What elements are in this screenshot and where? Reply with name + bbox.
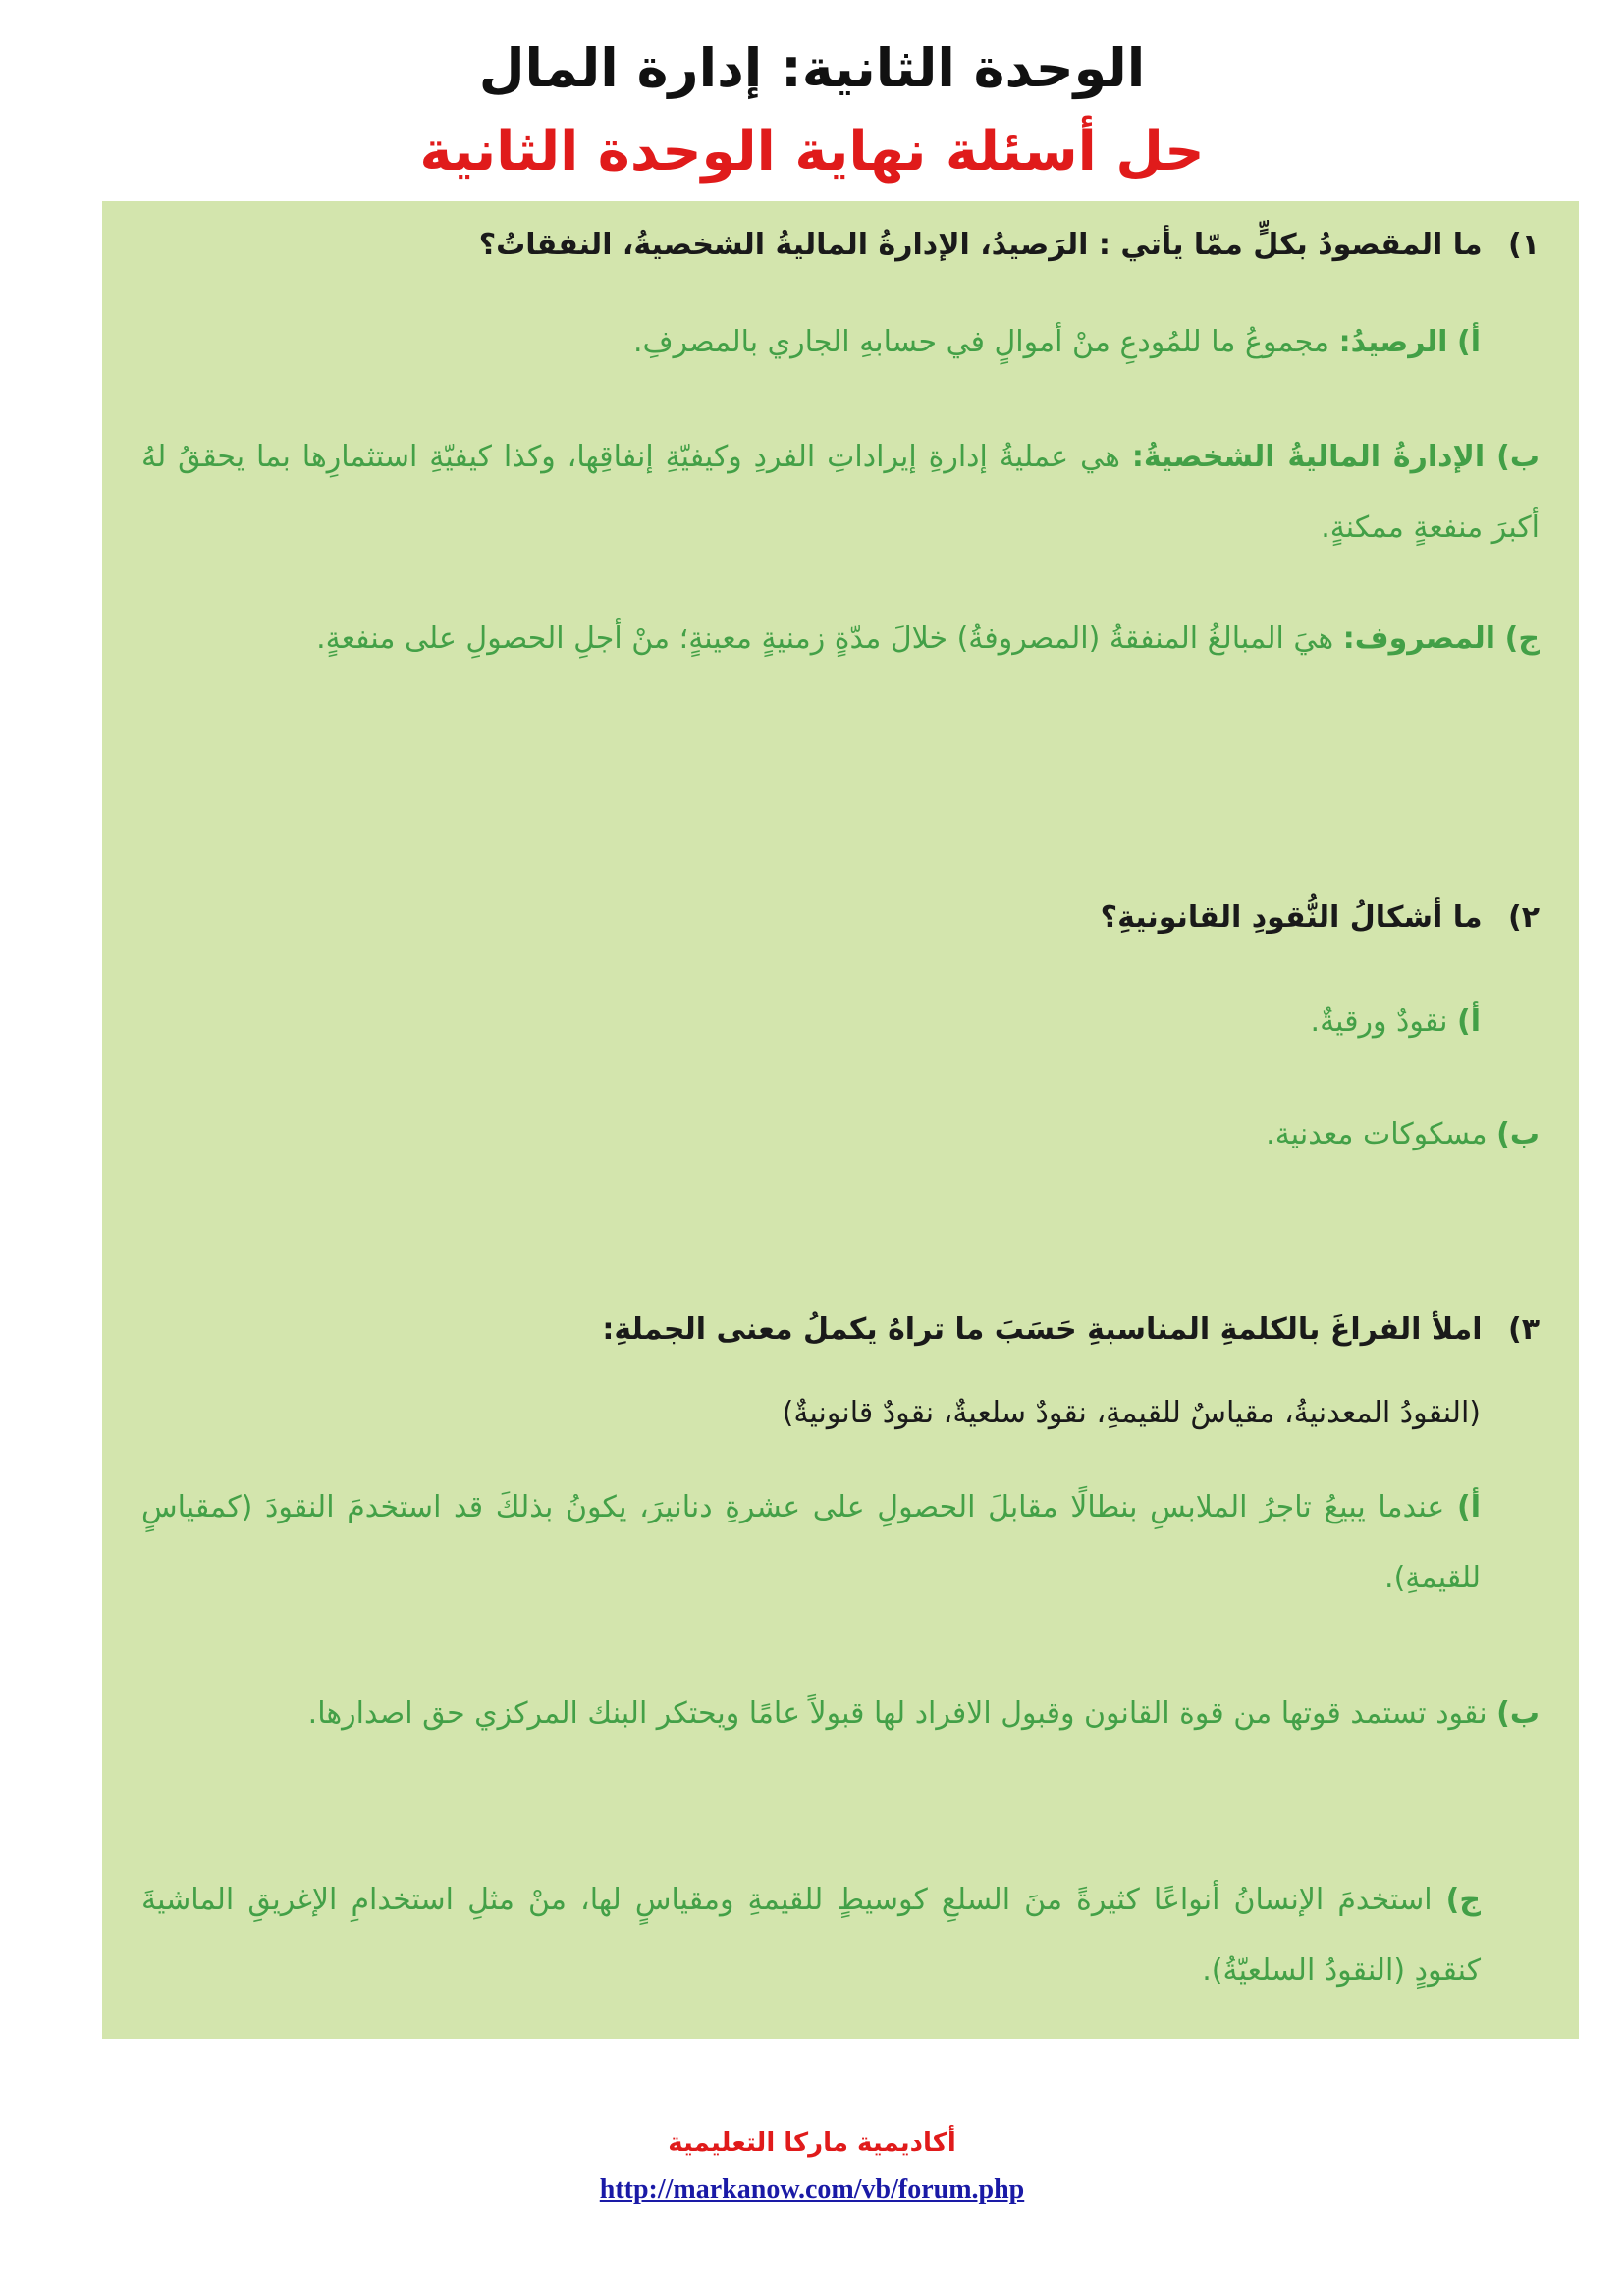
answer-1b-text: هي عمليةُ إدارةِ إيراداتِ الفردِ وكيفيّةِ إنفاقِها، وكذا كيفيّةِ استثمارِها بما يحققُ لهُ أكبرَ منفعةٍ ممكنةٍ. bbox=[141, 440, 1540, 545]
question-3-choices: (النقودُ المعدنيةُ، مقياسٌ للقيمةِ، نقودٌ سلعيةٌ، نقودٌ قانونيةٌ) bbox=[782, 1396, 1481, 1430]
answer-1c-term: المصروف: bbox=[1342, 621, 1496, 656]
answer-2a-label: أ) bbox=[1457, 1004, 1481, 1039]
question-1 bbox=[479, 221, 1540, 270]
answer-3c bbox=[141, 1865, 1481, 2006]
answer-1a-term: الرصيدُ: bbox=[1338, 325, 1448, 359]
answer-3c-text: استخدمَ الإنسانُ أنواعًا كثيرةً منَ السلعِ كوسيطٍ للقيمةِ ومقياسٍ لها، منْ مثلِ استخدامِ الإغريقِ الماشيةَ كنقودٍ (النقودُ السلعيّةُ). bbox=[141, 1883, 1481, 1988]
question-1-number: ١) bbox=[1507, 228, 1540, 262]
answer-3a-label: أ) bbox=[1456, 1490, 1481, 1524]
answer-1c-text: هيَ المبالغُ المنفقةُ (المصروفةُ) خلالَ مدّةٍ زمنيةٍ معينةٍ؛ منْ أجلِ الحصولِ على منفعةٍ. bbox=[316, 621, 1334, 656]
answer-2b-text: مسكوكات معدنية. bbox=[1266, 1117, 1488, 1151]
unit-title: الوحدة الثانية: إدارة المال bbox=[478, 37, 1146, 99]
answer-3b-label: ب) bbox=[1496, 1696, 1540, 1731]
unit-subtitle: حل أسئلة نهاية الوحدة الثانية bbox=[419, 120, 1205, 184]
answers-panel bbox=[102, 201, 1579, 2039]
question-2-number: ٢) bbox=[1507, 900, 1540, 934]
answer-1a-label: أ) bbox=[1457, 325, 1481, 359]
answer-2b bbox=[141, 1099, 1540, 1170]
answer-3a-text: عندما يبيعُ تاجرُ الملابسِ بنطالًا مقابلَ الحصولِ على عشرةِ دنانيرَ، يكونُ بذلكَ قد استخدمَ النقودَ (كمقياسٍ للقيمةِ). bbox=[141, 1490, 1481, 1595]
question-2-text: ما أشكالُ النُّقودِ القانونيةِ؟ bbox=[1100, 900, 1483, 934]
answer-1a-text: مجموعُ ما للمُودعِ منْ أموالٍ في حسابهِ الجاري بالمصرفِ. bbox=[632, 325, 1330, 359]
question-3-text: املأ الفراغَ بالكلمةِ المناسبةِ حَسَبَ ما تراهُ يكملُ معنى الجملةِ: bbox=[602, 1312, 1483, 1347]
answer-2a-text: نقودٌ ورقيةٌ. bbox=[1310, 1004, 1448, 1039]
answer-1c-label: ج) bbox=[1504, 621, 1540, 656]
question-2 bbox=[1101, 893, 1540, 942]
answer-1c bbox=[141, 604, 1540, 674]
answer-3b-text: نقود تستمد قوتها من قوة القانون وقبول الافراد لها قبولاً عامًا ويحتكر البنك المركزي حق اصدارها. bbox=[307, 1696, 1488, 1731]
answer-1a bbox=[141, 307, 1481, 378]
answer-3a bbox=[141, 1472, 1481, 1614]
answer-1b bbox=[141, 422, 1540, 563]
answer-3c-label: ج) bbox=[1445, 1883, 1481, 1917]
question-3 bbox=[602, 1306, 1540, 1355]
academy-name: أكاديمية ماركا التعليمية bbox=[668, 2128, 956, 2158]
answer-2a bbox=[141, 987, 1481, 1057]
question-3-number: ٣) bbox=[1507, 1312, 1540, 1347]
answer-3b bbox=[141, 1679, 1540, 1749]
answer-1b-label: ب) bbox=[1496, 440, 1540, 474]
question-1-text: ما المقصودُ بكلٍّ ممّا يأتي : الرَصيدُ، الإدارةُ الماليةُ الشخصيةُ، النفقاتُ؟ bbox=[478, 228, 1483, 262]
answer-1b-term: الإدارةُ الماليةُ الشخصيةُ: bbox=[1131, 440, 1486, 474]
forum-link[interactable]: http://markanow.com/vb/forum.php bbox=[599, 2174, 1025, 2205]
answer-2b-label: ب) bbox=[1496, 1117, 1540, 1151]
